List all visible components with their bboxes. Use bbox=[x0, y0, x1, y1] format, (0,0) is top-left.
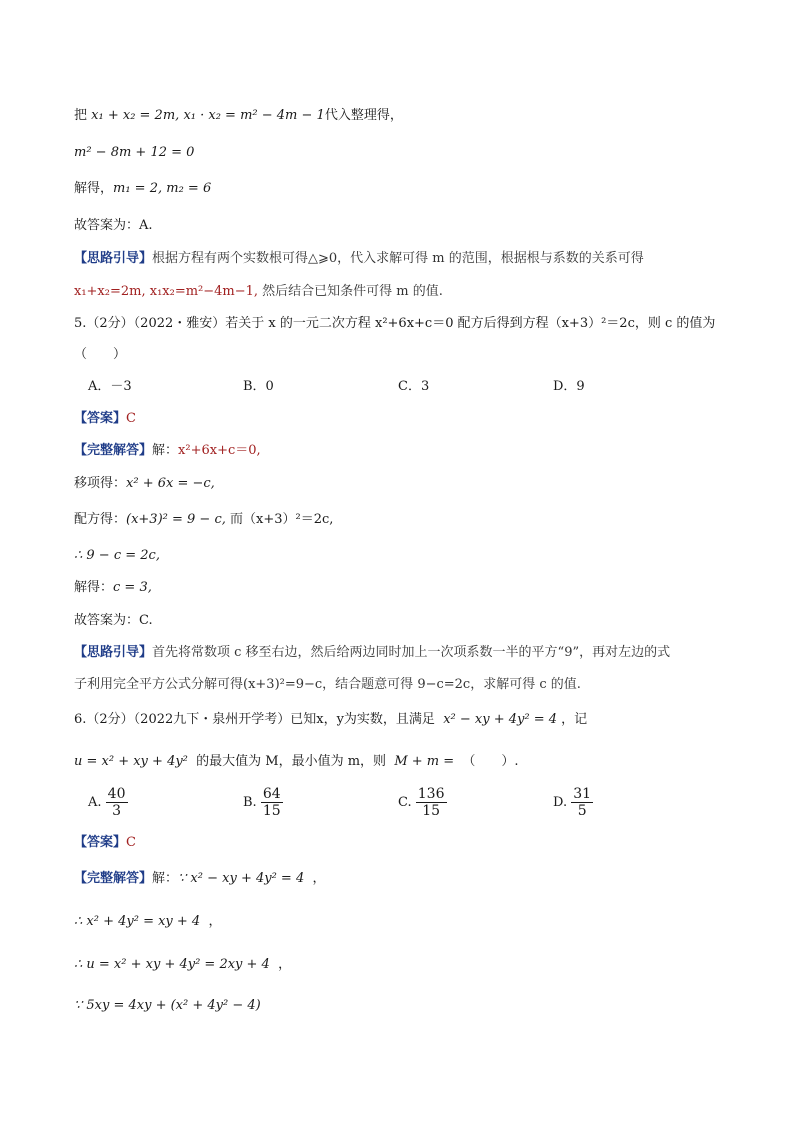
q5-option-d: D．9 bbox=[553, 379, 585, 394]
fraction bbox=[416, 786, 447, 819]
hint-line-1 bbox=[74, 249, 644, 269]
math-expression: ∵ x² − xy + 4y² = 4 bbox=[178, 871, 305, 886]
blank-paren: （ ） bbox=[74, 347, 127, 362]
text-line-4 bbox=[74, 216, 153, 236]
q5-solution bbox=[74, 441, 261, 461]
text: 而（x+3）²＝2c, bbox=[230, 512, 334, 527]
text: 代入整理得， bbox=[324, 108, 403, 123]
text: ， bbox=[312, 871, 326, 886]
q6-answer bbox=[74, 833, 136, 853]
hint-line-2 bbox=[74, 282, 443, 302]
red-formula: x₁+x₂=2m, x₁x₂=m²−4m−1, bbox=[74, 284, 259, 299]
text: 故答案为：C. bbox=[74, 613, 153, 628]
answer-tag: 【答案】 bbox=[74, 411, 127, 426]
math-expression: ∴ x² + 4y² = xy + 4 bbox=[74, 914, 201, 929]
math-expression: x₁ + x₂ = 2m, bbox=[91, 108, 180, 123]
option-label: A. bbox=[88, 795, 102, 810]
fraction bbox=[261, 786, 283, 819]
q6-step-3 bbox=[74, 996, 261, 1016]
text: ，记 bbox=[561, 712, 588, 727]
text-line-2 bbox=[74, 143, 194, 163]
math-expression: x² + 6x = −c, bbox=[126, 476, 215, 491]
text-line-1 bbox=[74, 106, 403, 126]
denominator: 5 bbox=[577, 803, 587, 819]
math-expression: m₁ = 2, m₂ = 6 bbox=[113, 181, 212, 196]
hint-text: 首先将常数项 c 移至右边，然后给两边同时加上一次项系数一半的平方“9”，再对左边的式 bbox=[152, 645, 671, 660]
option-label: C. bbox=[398, 795, 412, 810]
numerator: 31 bbox=[573, 786, 592, 802]
math-expression: M + m = bbox=[394, 754, 455, 769]
q6-stem bbox=[74, 710, 587, 730]
q5-answer bbox=[74, 409, 136, 429]
denominator: 15 bbox=[422, 803, 441, 819]
fraction bbox=[106, 786, 128, 819]
text: 解： bbox=[152, 871, 179, 886]
math-expression: c = 3, bbox=[113, 580, 152, 595]
q5-step-5 bbox=[74, 611, 153, 631]
q6-stem-2 bbox=[74, 752, 519, 772]
q5-stem bbox=[74, 314, 715, 334]
q5-hint-2 bbox=[74, 675, 581, 695]
q6-step-1 bbox=[74, 912, 221, 932]
fraction bbox=[571, 786, 593, 819]
option-label: D. bbox=[553, 795, 568, 810]
text: 解得： bbox=[74, 580, 114, 595]
text: 配方得： bbox=[74, 512, 127, 527]
q5-step-4 bbox=[74, 578, 152, 598]
hint-tag: 【思路引导】 bbox=[74, 251, 153, 266]
math-expression: x₁ · x₂ = m² − 4m − 1 bbox=[183, 108, 325, 123]
q5-step-3 bbox=[74, 546, 160, 566]
text: 解得， bbox=[74, 181, 114, 196]
q5-option-c: C．3 bbox=[398, 379, 430, 394]
numerator: 40 bbox=[107, 786, 126, 802]
math-expression: u = x² + xy + 4y² bbox=[74, 754, 188, 769]
q5-step-2 bbox=[74, 510, 333, 530]
text: 把 bbox=[74, 108, 88, 123]
hint-tag: 【思路引导】 bbox=[74, 645, 153, 660]
red-formula: x²+6x+c＝0, bbox=[178, 443, 261, 458]
numerator: 136 bbox=[417, 786, 445, 802]
numerator: 64 bbox=[262, 786, 281, 802]
text-line-3 bbox=[74, 179, 211, 199]
text: 的最大值为 M，最小值为 m，则 bbox=[196, 754, 387, 769]
math-expression: ∵ 5xy = 4xy + (x² + 4y² − 4) bbox=[74, 998, 261, 1013]
q5-step-1 bbox=[74, 474, 215, 494]
q6-option-a bbox=[88, 786, 128, 819]
math-expression: m² − 8m + 12 = 0 bbox=[74, 145, 195, 160]
q6-step-2 bbox=[74, 955, 291, 975]
hint-text: 然后结合已知条件可得 m 的值. bbox=[258, 284, 443, 299]
text: ， bbox=[208, 914, 222, 929]
blank-paren: （ ）. bbox=[462, 754, 519, 769]
text: 故答案为：A. bbox=[74, 218, 153, 233]
math-expression: x² − xy + 4y² = 4 bbox=[443, 712, 557, 727]
q6-option-c bbox=[398, 786, 447, 819]
answer-value: C bbox=[126, 411, 136, 426]
hint-text: 根据方程有两个实数根可得△⩾0，代入求解可得 m 的范围，根据根与系数的关系可得 bbox=[152, 251, 644, 266]
hint-text: 子利用完全平方公式分解可得(x+3)²=9−c，结合题意可得 9−c=2c，求解可得 c 的值. bbox=[74, 677, 581, 692]
question-text: 6.（2分）（2022九下・泉州开学考）已知x，y为实数，且满足 bbox=[74, 712, 435, 727]
text: 解： bbox=[152, 443, 179, 458]
denominator: 3 bbox=[112, 803, 122, 819]
solution-tag: 【完整解答】 bbox=[74, 443, 153, 458]
q5-option-b: B．0 bbox=[243, 379, 274, 394]
text: ， bbox=[278, 957, 292, 972]
answer-tag: 【答案】 bbox=[74, 835, 127, 850]
math-expression: ∴ u = x² + xy + 4y² = 2xy + 4 bbox=[74, 957, 270, 972]
q6-solution bbox=[74, 869, 326, 889]
text: 移项得： bbox=[74, 476, 127, 491]
q5-hint-1 bbox=[74, 643, 670, 663]
q6-option-b bbox=[243, 786, 283, 819]
solution-tag: 【完整解答】 bbox=[74, 871, 153, 886]
option-label: B. bbox=[243, 795, 257, 810]
answer-value: C bbox=[126, 835, 136, 850]
denominator: 15 bbox=[262, 803, 281, 819]
q5-paren bbox=[74, 345, 126, 365]
math-expression: ∴ 9 − c = 2c, bbox=[74, 548, 160, 563]
question-text: 5.（2分）（2022・雅安）若关于 x 的一元二次方程 x²+6x+c＝0 配方后得到方程（x+3）²＝2c，则 c 的值为 bbox=[74, 316, 716, 331]
q6-option-d bbox=[553, 786, 593, 819]
math-expression: (x+3)² = 9 − c, bbox=[126, 512, 226, 527]
q5-option-a: A．－3 bbox=[88, 379, 132, 394]
